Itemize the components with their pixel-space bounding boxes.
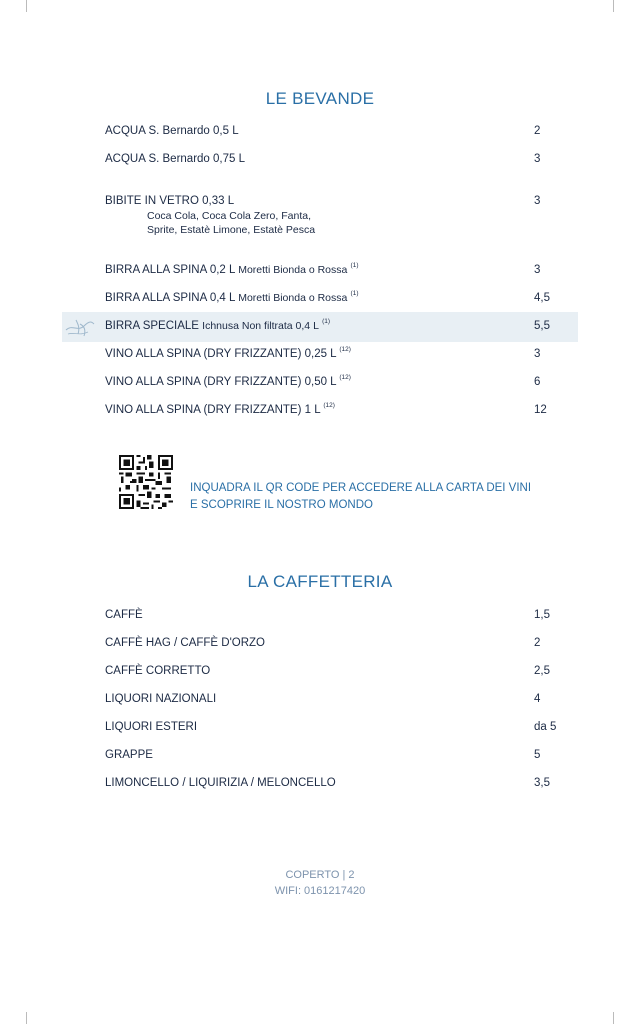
allergen-note: (1) xyxy=(350,290,359,298)
crop-mark xyxy=(613,0,614,12)
item-name: VINO ALLA SPINA (DRY FRIZZANTE) 1 L $^{(12)}$ xyxy=(105,402,335,416)
item-detail: Moretti Bionda o Rossa xyxy=(238,264,348,276)
item-price: da 5 xyxy=(534,721,557,733)
item-detail: Ichnusa Non filtrata 0,4 L xyxy=(202,320,319,332)
item-price: 5,5 xyxy=(534,320,550,332)
item-name: LIQUORI ESTERI xyxy=(105,721,198,733)
allergen-note: (12) xyxy=(339,374,351,382)
item-price: 1,5 xyxy=(534,609,550,621)
item-price: 4 xyxy=(534,693,541,705)
item-name: CAFFÈ CORRETTO xyxy=(105,665,211,677)
item-name: CAFFÈ xyxy=(105,609,143,621)
item-price: 2 xyxy=(534,125,541,137)
item-description: Sprite, Estatè Limone, Estatè Pesca xyxy=(147,224,316,236)
item-name: ACQUA S. Bernardo 0,5 L xyxy=(105,125,239,137)
item-price: 3 xyxy=(534,195,541,207)
item-description: Coca Cola, Coca Cola Zero, Fanta, xyxy=(147,210,311,222)
crop-mark xyxy=(613,1012,614,1024)
item-price: 3 xyxy=(534,264,541,276)
allergen-note: (12) xyxy=(339,346,351,354)
item-price: 6 xyxy=(534,376,541,388)
item-name: BIRRA SPECIALE Ichnusa Non filtrata 0,4 L $^{(1)}$ xyxy=(105,318,331,332)
allergen-note: (12) xyxy=(323,402,335,410)
qr-caption-line: INQUADRA IL QR CODE PER ACCEDERE ALLA CARTA DEI VINI xyxy=(190,482,532,494)
item-price: 3 xyxy=(534,348,541,360)
decorative-figure-icon xyxy=(64,316,96,338)
item-price: 3 xyxy=(534,153,541,165)
item-price: 3,5 xyxy=(534,777,550,789)
item-name: ACQUA S. Bernardo 0,75 L xyxy=(105,153,245,165)
allergen-note: (1) xyxy=(322,318,331,326)
item-price: 5 xyxy=(534,749,541,761)
item-name: GRAPPE xyxy=(105,749,153,761)
item-price: 4,5 xyxy=(534,292,550,304)
item-price: 2,5 xyxy=(534,665,550,677)
item-name: LIMONCELLO / LIQUIRIZIA / MELONCELLO xyxy=(105,777,336,789)
section-title-bevande: LE BEVANDE xyxy=(265,89,375,108)
qr-caption-line: E SCOPRIRE IL NOSTRO MONDO xyxy=(190,499,373,511)
coperto-text: COPERTO | 2 xyxy=(285,869,355,881)
allergen-note: (1) xyxy=(350,262,359,270)
item-name: BIRRA ALLA SPINA 0,4 L Moretti Bionda o Rossa $^{(1)}$ xyxy=(105,290,359,304)
crop-mark xyxy=(26,1012,27,1024)
crop-mark xyxy=(26,0,27,12)
item-name: LIQUORI NAZIONALI xyxy=(105,693,217,705)
section-title-caffetteria: LA CAFFETTERIA xyxy=(247,572,393,591)
item-detail: Moretti Bionda o Rossa xyxy=(238,292,348,304)
qr-caption xyxy=(190,480,531,514)
item-price: 12 xyxy=(534,404,547,416)
wifi-text: WIFI: 0161217420 xyxy=(274,885,366,897)
item-name: VINO ALLA SPINA (DRY FRIZZANTE) 0,50 L $^{(12)}$ xyxy=(105,374,351,388)
qr-code-icon[interactable] xyxy=(119,455,173,509)
item-name: BIBITE IN VETRO 0,33 L xyxy=(105,195,235,207)
item-name: VINO ALLA SPINA (DRY FRIZZANTE) 0,25 L $^{(12)}$ xyxy=(105,346,351,360)
item-name: BIRRA ALLA SPINA 0,2 L Moretti Bionda o Rossa $^{(1)}$ xyxy=(105,262,359,276)
item-name: CAFFÈ HAG / CAFFÈ D'ORZO xyxy=(105,637,266,649)
item-price: 2 xyxy=(534,637,541,649)
